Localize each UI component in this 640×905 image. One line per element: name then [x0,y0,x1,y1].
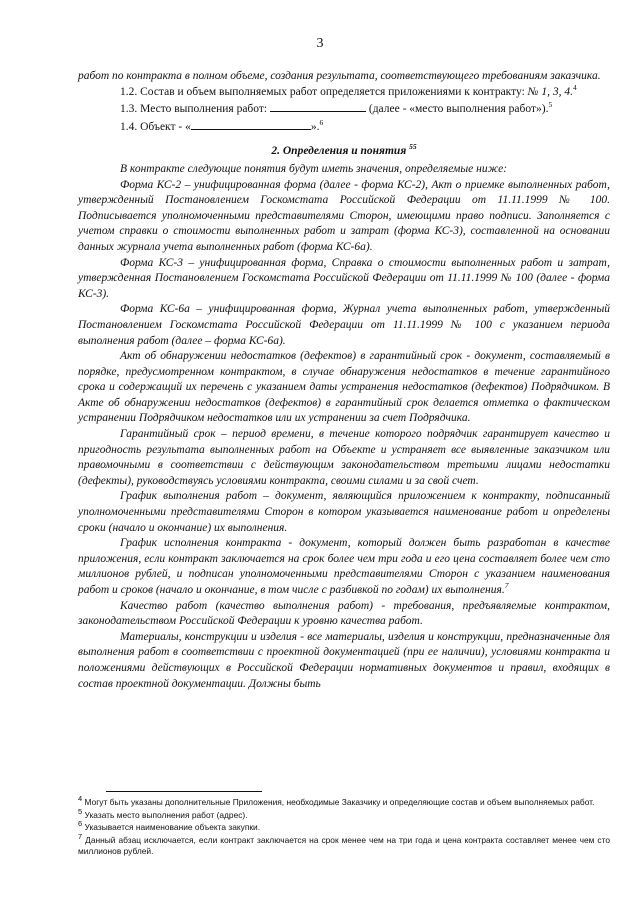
definition-warranty-period: Гарантийный срок – период времени, в течение которого подрядчик гарантирует качество и пригодность результата выполненных работ на Объекте и устраняет все выявленные заказчиком или правомочными в соответствии с действующим законодательством третьими лицами недостатки (дефекты), руководствуясь условиями контракта, своими силами и за свой счет. [78,428,610,487]
continuation-paragraph: работ по контракта в полном объеме, создания результата, соответствующего требованиям заказчика. [78,70,601,82]
footnote-4 [78,794,610,809]
footnote-6-text: Указывается наименование объекта закупки. [82,822,261,833]
footnote-5-text: Указать место выполнения работ (адрес). [82,809,248,820]
clause-1-3-text: 1.3. Место выполнения работ: [120,103,270,116]
footnote-ref-7: 7 [504,581,509,591]
footnote-separator [106,791,262,792]
definition-ks3: Форма КС-3 – унифицированная форма, Справка о стоимости выполненных работ и затрат, утвержденная Постановлением Госкомстата Российской Федерации от 11.11.1999 № 100 (далее - форма КС-3). [78,256,610,300]
clause-1-3-tail: (далее - «место выполнения работ»). [365,103,549,116]
footnote-7-text: Данный абзац исключается, если контракт заключается на срок менее чем на три года и цена контракта составляет менее чем сто миллионов рублей. [78,834,610,857]
footnote-7-number: 7 [78,831,83,841]
definition-defects-act: Акт об обнаружении недостатков (дефектов) в гарантийный срок - документ, составляемый в порядке, предусмотренном контрактом, в случае обнаружения недостатков в течение гарантийного срока и содержащий их перечень с указанием даты устранения недостатков (дефектов) Подрядчиком. В Акте об обнаружении недостатков (дефектов) в гарантийный срок делается отметка о фактическом устранении Подрядчиком недостатков или их устранении за счет Подрядчика. [78,350,610,425]
object-blank [191,118,311,130]
footnote-4-number: 4 [78,794,83,804]
section-2-title-text: 2. Определения и понятия [271,145,410,158]
footnote-4-text: Могут быть указаны дополнительные Приложения, необходимые Заказчику и определяющие состав и объем выполняемых работ. [82,797,595,807]
clause-1-2-appendices: № 1, 3, 4. [527,85,573,98]
definition-work-quality: Качество работ (качество выполнения работ) - требования, предъявляемые контрактом, законодательством Российской Федерации к уровню качества работ. [78,599,610,628]
definition-work-schedule: График выполнения работ – документ, являющийся приложением к контракту, подписанный уполномоченными представителями Сторон в котором указывается наименование работ и определены сроки (начало и окончание) их выполнения. [78,490,610,534]
definitions-intro: В контракте следующие понятия будут иметь значения, определяемые ниже: [120,162,508,175]
clause-1-4-tail: ». [310,120,320,133]
definition-contract-schedule-text: График исполнения контракта - документ, который должен быть разработан в качестве приложения, если контракт заключается на срок более чем три года и его цена составляет более чем сто миллионов рублей, и подписан уполномоченными представителями Сторон с указанием наименования работ и сроков (начало и окончание, в том числе с разбивкой по годам) их выполнения. [78,537,610,596]
definition-contract-schedule [78,536,610,598]
footnote-6-number: 6 [78,819,83,829]
clause-1-3 [78,100,610,118]
clause-1-2-text: 1.2. Состав и объем выполняемых работ определяется приложениями к контракту: [120,85,528,98]
footnote-7 [78,831,610,858]
document-body [78,69,610,692]
definition-ks6a: Форма КС-6а – унифицированная форма, Журнал учета выполненных работ, утвержденный Постановлением Госкомстата Российской Федерации от 11.11.1999 № 100 с указанием периода выполнения работ (далее – форма КС-6а). [78,303,610,347]
footnote-5-number: 5 [78,806,83,816]
clause-1-2 [78,82,610,101]
clause-1-4-text: 1.4. Объект - « [120,120,191,133]
footnote-5 [78,806,610,822]
footnote-ref-55: 55 [409,142,417,152]
clause-1-4 [78,118,610,136]
footnote-6 [78,819,610,834]
footnote-ref-6: 6 [319,117,324,127]
footnote-ref-5: 5 [548,100,553,110]
section-2-title [78,144,610,160]
definition-ks2: Форма КС-2 – унифицированная форма (далее - форма КС-2), Акт о приемке выполненных работ, утвержденный Постановлением Госкомстата Российской Федерации от 11.11.1999 № 100. Подписывается уполномоченными представителями Сторон, имеющими право подписи. Заполняется с учетом справки о стоимости выполненных работ и затрат (форма КС-3), составленной на основании данных журнала учета выполненных работ (форма КС-6а). [78,178,610,253]
footnote-ref-4: 4 [573,82,577,92]
page-number: 3 [316,36,324,51]
definition-materials: Материалы, конструкции и изделия - все материалы, изделия и конструкции, предназначенные для выполнения работ в соответствии с проектной документацией (при ее наличии), условиями контракта и положениями действующих в Российской Федерации нормативных документов и правил, входящих в состав проектной документации. Должны быть [78,630,610,690]
location-blank [270,100,366,112]
footnotes [78,794,610,859]
